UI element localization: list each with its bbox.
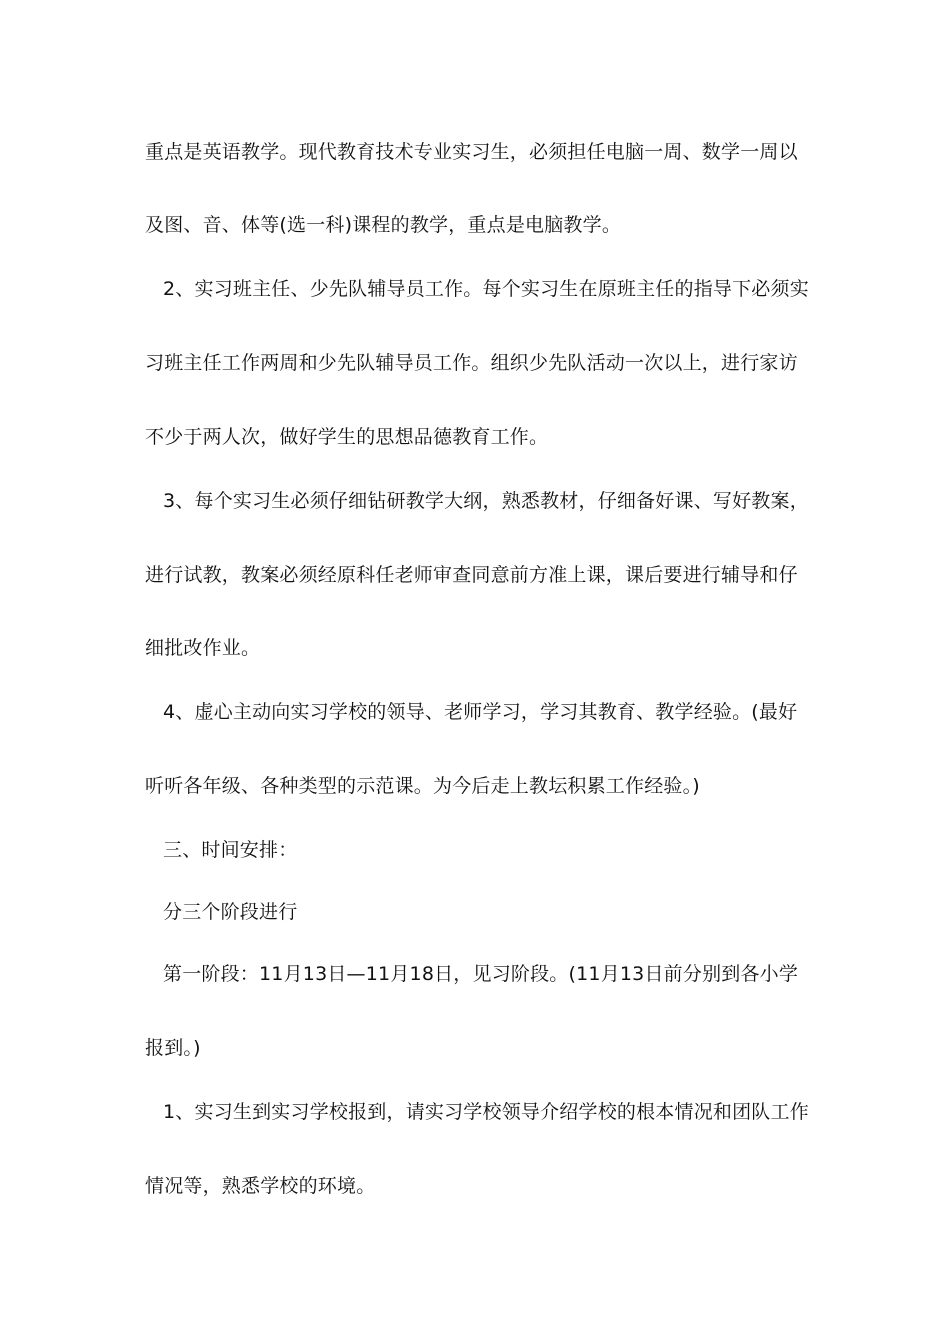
text-line: 分三个阶段进行 [163,901,298,923]
text-line: 2、实习班主任、少先队辅导员工作。每个实习生在原班主任的指导下必须实 [163,278,809,300]
text-line: 习班主任工作两周和少先队辅导员工作。组织少先队活动一次以上，进行家访 [145,352,798,374]
text-line: 重点是英语教学。现代教育技术专业实习生，必须担任电脑一周、数学一周以 [145,141,798,163]
text-line: 细批改作业。 [145,637,261,659]
text-line: 4、虚心主动向实习学校的领导、老师学习，学习其教育、教学经验。(最好 [163,701,798,723]
text-line: 第一阶段：11月13日—11月18日，见习阶段。(11月13日前分别到各小学 [163,963,799,985]
text-line: 3、每个实习生必须仔细钻研教学大纲，熟悉教材，仔细备好课、写好教案， [163,490,809,512]
text-line: 听听各年级、各种类型的示范课。为今后走上教坛积累工作经验。) [145,775,700,797]
text-line: 及图、音、体等(选一科)课程的教学，重点是电脑教学。 [145,214,622,236]
text-line: 报到。) [145,1037,201,1059]
text-line: 1、实习生到实习学校报到，请实习学校领导介绍学校的根本情况和团队工作 [163,1101,809,1123]
section-heading: 三、时间安排： [163,839,298,861]
text-line: 不少于两人次，做好学生的思想品德教育工作。 [145,426,549,448]
text-line: 情况等，熟悉学校的环境。 [145,1175,376,1197]
text-line: 进行试教，教案必须经原科任老师审查同意前方准上课，课后要进行辅导和仔 [145,564,798,586]
